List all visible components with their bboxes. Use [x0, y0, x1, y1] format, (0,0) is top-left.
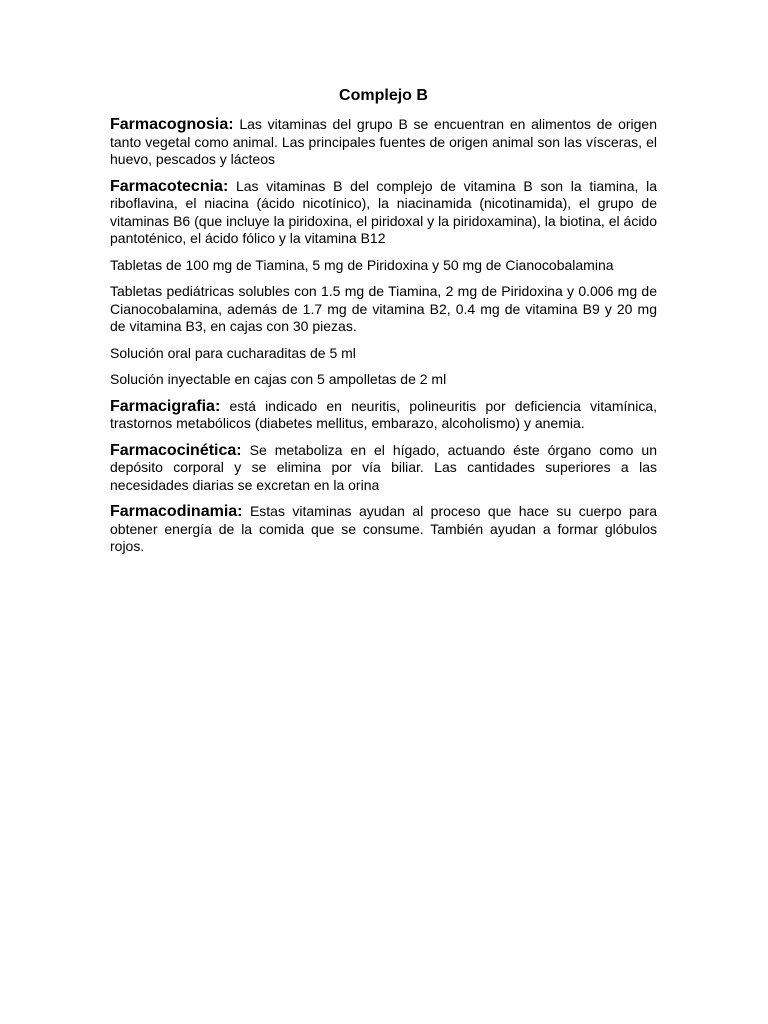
section-farmacocinetica — [110, 442, 657, 495]
section-text: Estas vitaminas ayudan al proceso que hace su cuerpo para obtener energía de la comida que se consume. También ayudan a formar glóbulos rojos. — [110, 503, 658, 554]
presentation-paragraph: Solución oral para cucharaditas de 5 ml — [110, 344, 356, 361]
section-text: está indicado en neuritis, polineuritis por deficiencia vitamínica, trastornos metabólicos (diabetes mellitus, embarazo, alcoholismo) y anemia. — [110, 397, 658, 431]
section-heading: Farmacotecnia: — [110, 177, 229, 195]
section-heading: Farmacodinamia: — [110, 503, 243, 520]
section-farmacotecnia — [110, 178, 657, 248]
presentation-paragraph: Solución inyectable en cajas con 5 ampolletas de 2 ml — [110, 371, 447, 387]
section-text: Las vitaminas del grupo B se encuentran en alimentos de origen tanto vegetal como animal. Las principales fuentes de origen animal son las vísceras, el huevo, pescados y lácteos — [110, 116, 657, 167]
section-text: Las vitaminas B del complejo de vitamina B son la tiamina, la riboflavina, el niacina (ácido nicotínico), la niacinamida (nicotinamida), el grupo de vitaminas B6 (que incluye la piridoxina, el piridoxal y la piridoxamina), la biotina, el ácido pantoténico, el ácido fólico y la vitamina B12 — [110, 177, 658, 246]
document-page — [110, 86, 657, 565]
section-heading: Farmacigrafia: — [110, 397, 221, 415]
section-farmacognosia — [110, 116, 657, 169]
section-farmacigrafia — [110, 398, 657, 433]
presentation-paragraph: Tabletas de 100 mg de Tiamina, 5 mg de Piridoxina y 50 mg de Cianocobalamina — [110, 256, 614, 273]
section-text: Se metaboliza en el hígado, actuando éste órgano como un depósito corporal y se elimina por vía biliar. Las cantidades superiores a las necesidades diarias se excretan en la orina — [110, 441, 658, 493]
document-title: Complejo B — [339, 87, 428, 104]
section-heading: Farmacognosia: — [110, 116, 234, 133]
section-farmacodinamia — [110, 503, 657, 556]
section-heading: Farmacocinética: — [110, 441, 242, 459]
presentation-paragraph: Tabletas pediátricas solubles con 1.5 mg de Tiamina, 2 mg de Piridoxina y 0.006 mg de Cianocobalamina, además de 1.7 mg de vitamina B2, 0.4 mg de vitamina B9 y 20 mg de vitamina B3, en cajas con 30 piezas. — [110, 283, 657, 334]
